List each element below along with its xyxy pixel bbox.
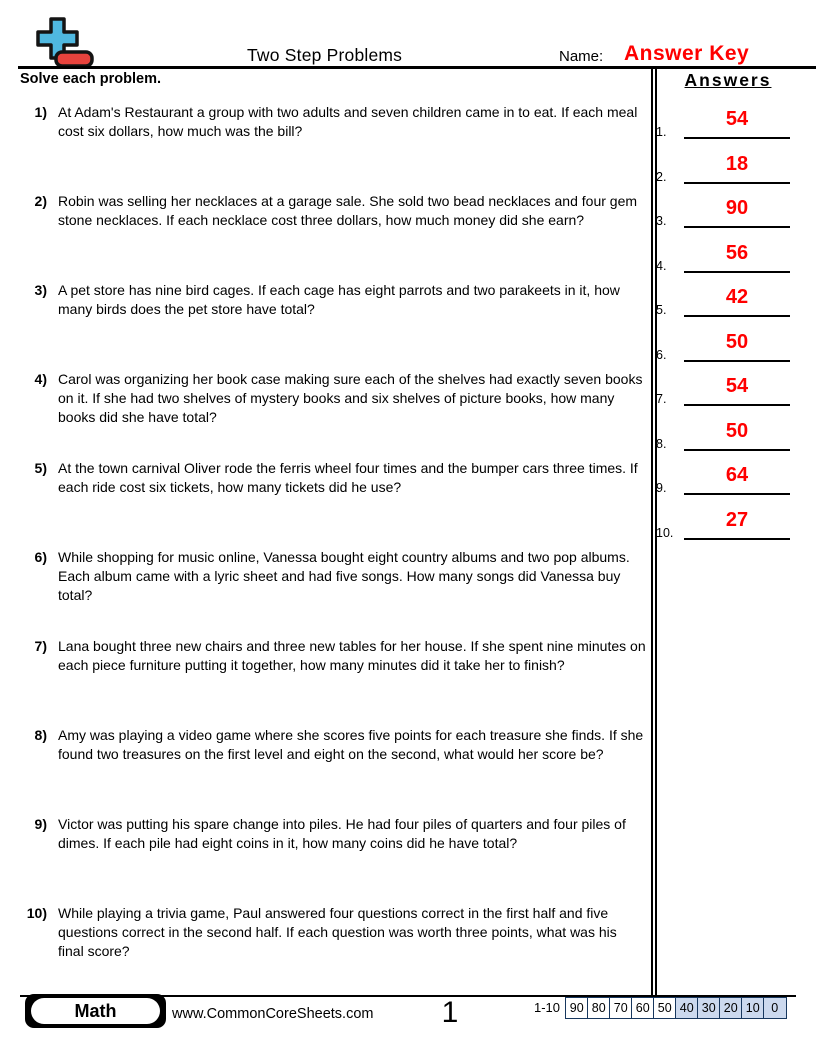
answer-value: 54 — [725, 375, 749, 397]
answer-row — [654, 194, 794, 228]
score-cell: 20 — [719, 997, 743, 1019]
score-cell: 70 — [609, 997, 633, 1019]
score-cell: 90 — [565, 997, 589, 1019]
answer-blank-line — [684, 327, 790, 362]
score-table — [565, 997, 787, 1019]
answer-number: 1. — [656, 125, 667, 139]
problem-row — [20, 815, 652, 853]
problem-text: Victor was putting his spare change into piles. He had four piles of quarters and four piles of dimes. If each pile had eight coins in it, how many coins did he have total? — [58, 816, 626, 851]
problem-text: Robin was selling her necklaces at a garage sale. She sold two bead necklaces and four gem stone necklaces. If each necklace cost three dollars, how much money did she earn? — [58, 193, 638, 228]
problem-row — [20, 281, 652, 319]
answer-blank-line — [684, 104, 790, 139]
score-cell: 60 — [631, 997, 655, 1019]
answer-row — [654, 105, 794, 139]
name-value-answer-key: Answer Key — [624, 42, 750, 65]
answer-value: 64 — [725, 464, 749, 486]
answer-row — [654, 461, 794, 495]
problem-text: Amy was playing a video game where she scores five points for each treasure she finds. If she found two treasures on the first level and eight on the second, what would her score be? — [58, 727, 644, 762]
answer-number: 3. — [656, 214, 667, 228]
answer-value: 42 — [725, 286, 749, 308]
answer-row — [654, 372, 794, 406]
problem-row — [20, 548, 652, 605]
problem-row — [20, 459, 652, 497]
score-cell: 0 — [763, 997, 787, 1019]
answer-number: 4. — [656, 258, 667, 273]
problem-row — [20, 370, 652, 427]
problem-text: A pet store has nine bird cages. If each cage has eight parrots and two parakeets in it, how many birds does the pet store have total? — [58, 282, 620, 317]
answer-row — [654, 150, 794, 184]
problem-number: 2) — [34, 193, 47, 209]
page-title: Two Step Problems — [247, 45, 403, 65]
problem-number: 3) — [34, 282, 47, 298]
score-cell: 80 — [587, 997, 611, 1019]
problem-text: Lana bought three new chairs and three new tables for her house. If she spent nine minutes on each piece furniture putting it together, how many minutes did it take her to finish? — [58, 638, 646, 673]
answer-blank-line — [684, 505, 790, 540]
answer-number: 2. — [656, 169, 667, 184]
problem-text: At the town carnival Oliver rode the ferris wheel four times and the bumper cars three times. If each ride cost six tickets, how many tickets did he use? — [58, 460, 638, 495]
score-range-label: 1-10 — [533, 1000, 560, 1015]
answer-value: 27 — [725, 508, 749, 531]
problem-row — [20, 726, 652, 764]
answer-row — [654, 283, 794, 317]
answer-row — [654, 506, 794, 540]
answer-row — [654, 239, 794, 273]
problem-text: While playing a trivia game, Paul answered four questions correct in the first half and five questions correct in the second half. If each question was worth three points, what was his final score? — [58, 905, 617, 959]
answer-number: 7. — [656, 392, 667, 406]
answer-number: 10. — [656, 525, 674, 540]
problem-row — [20, 103, 652, 141]
answer-number: 9. — [656, 481, 667, 495]
answer-value: 90 — [725, 197, 749, 219]
problem-row — [20, 637, 652, 675]
answer-blank-line — [684, 371, 790, 406]
instructions: Solve each problem. — [20, 71, 162, 87]
answer-value: 50 — [725, 330, 749, 353]
math-subject-label: Math — [31, 998, 160, 1024]
problem-number: 4) — [34, 371, 47, 387]
header-divider — [18, 66, 816, 69]
problem-text: Carol was organizing her book case making sure each of the shelves had exactly seven books on it. If she had two shelves of mystery books and six shelves of picture books, how many books did she have total? — [58, 371, 643, 425]
problem-number: 8) — [34, 727, 47, 743]
name-label: Name: — [559, 48, 604, 65]
math-subject-badge — [25, 994, 166, 1028]
score-cell: 50 — [653, 997, 677, 1019]
answer-row — [654, 328, 794, 362]
answer-number: 5. — [656, 303, 667, 317]
answer-blank-line — [684, 282, 790, 317]
problem-number: 1) — [34, 104, 47, 120]
score-cell: 40 — [675, 997, 699, 1019]
answer-blank-line — [684, 149, 790, 184]
problem-text: While shopping for music online, Vanessa bought eight country albums and two pop albums. Each album came with a lyric sheet and had five songs. How many songs did Vanessa buy total? — [58, 549, 630, 603]
problem-number: 9) — [34, 816, 47, 832]
answer-value: 50 — [725, 419, 749, 442]
answers-title: Answers — [684, 70, 772, 90]
answer-blank-line — [684, 238, 790, 273]
answer-value: 18 — [725, 152, 749, 175]
page-number: 1 — [441, 996, 459, 1029]
problem-row — [20, 904, 652, 961]
score-cell: 30 — [697, 997, 721, 1019]
answer-row — [654, 417, 794, 451]
problem-row — [20, 192, 652, 230]
answer-value: 54 — [725, 108, 749, 130]
problem-number: 5) — [34, 460, 47, 476]
answer-blank-line — [684, 460, 790, 495]
answer-blank-line — [684, 193, 790, 228]
answer-value: 56 — [725, 241, 749, 264]
problem-number: 7) — [34, 638, 47, 654]
answer-blank-line — [684, 416, 790, 451]
problem-number: 6) — [34, 549, 47, 565]
math-plus-minus-logo-icon — [30, 16, 96, 70]
score-cell: 10 — [741, 997, 765, 1019]
problem-text: At Adam's Restaurant a group with two adults and seven children came in to eat. If each meal cost six dollars, how much was the bill? — [58, 104, 638, 139]
website-url: www.CommonCoreSheets.com — [172, 1006, 374, 1022]
answer-number: 6. — [656, 347, 667, 362]
problem-number: 10) — [26, 905, 47, 921]
answer-number: 8. — [656, 436, 667, 451]
